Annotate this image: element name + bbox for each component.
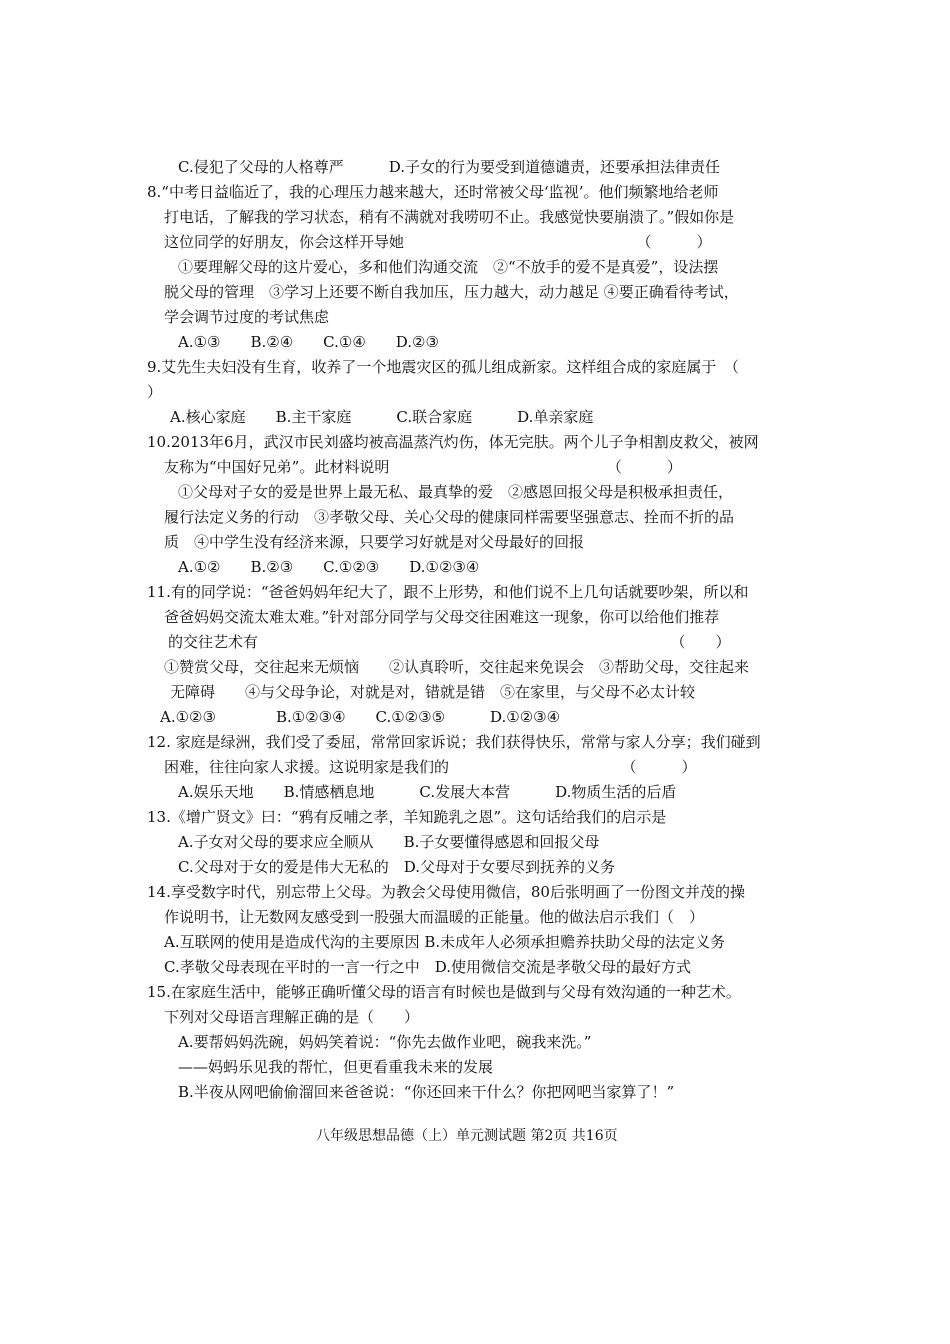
text-line: 11.有的同学说：“爸爸妈妈年纪大了，跟不上形势，和他们说不上几句话就要吵架，所以和 — [147, 583, 749, 601]
text-line: A.①② B.②③ C.①②③ D.①②③④ — [178, 558, 480, 576]
text-line: ——妈蚂乐见我的帮忙，但更看重我未来的发展 — [178, 1058, 494, 1076]
text-line: 质 ④中学生没有经济来源，只要学习好就是对父母最好的回报 — [164, 533, 585, 551]
text-line: C.侵犯了父母的人格尊严 D.子女的行为要受到道德谴责，还要承担法律责任 — [178, 158, 720, 176]
text-line: 友称为“中国好兄弟”。此材料说明 （ ） — [164, 458, 682, 476]
text-line: A.核心家庭 B.主干家庭 C.联合家庭 D.单亲家庭 — [170, 408, 594, 426]
text-line: 爸爸妈妈交流太难太难。”针对部分同学与父母交往困难这一现象，你可以给他们推荐 — [164, 608, 720, 626]
text-line: 9.艾先生夫妇没有生育，收养了一个地震灾区的孤儿组成新家。这样组合成的家庭属于 （ — [147, 358, 739, 376]
text-line: ①要理解父母的这片爱心，多和他们沟通交流 ②“不放手的爱不是真爱”，设法摆 — [178, 258, 719, 276]
text-line: 困难，往往向家人求援。这说明家是我们的 （ ） — [164, 758, 697, 776]
text-line: 的交往艺术有 （ ） — [168, 633, 731, 651]
text-line: 脱父母的管理 ③学习上还要不断自我加压，压力越大，动力越足 ④要正确看待考试， — [164, 283, 739, 301]
text-line: C.孝敬父母表现在平时的一言一行之中 D.使用微信交流是孝敬父母的最好方式 — [164, 958, 691, 976]
text-line: 10.2013年6月，武汉市民刘盛均被高温蒸汽灼伤，体无完肤。两个儿子争相割皮救父，被网 — [147, 433, 759, 451]
text-line: A.①③ B.②④ C.①④ D.②③ — [178, 333, 439, 351]
text-line: 13.《增广贤文》曰：“鸦有反哺之孝，羊知跪乳之恩”。这句话给我们的启示是 — [147, 808, 667, 826]
text-line: 下列对父母语言理解正确的是（ ） — [164, 1008, 420, 1026]
text-line: ①赞赏父母，交往起来无烦恼 ②认真聆听，交往起来免误会 ③帮助父母，交往起来 — [164, 658, 750, 676]
text-line: A.子女对父母的要求应全顺从 B.子女要懂得感恩和回报父母 — [178, 833, 600, 851]
text-line: C.父母对于女的爱是伟大无私的 D.父母对于女要尽到抚养的义务 — [178, 858, 615, 876]
text-line: 这位同学的好朋友，你会这样开导她 （ ） — [164, 233, 712, 251]
text-line: 12. 家庭是绿洲，我们受了委屈，常常回家诉说；我们获得快乐，常常与家人分享；我们碰到 — [147, 733, 761, 751]
text-line: 无障碍 ④与父母争论，对就是对，错就是错 ⑤在家里，与父母不必太计较 — [170, 683, 696, 701]
text-line: 打电话，了解我的学习状态，稍有不满就对我唠叨不止。我感觉快要崩溃了。”假如你是 — [164, 208, 735, 226]
text-line: ） — [147, 383, 163, 401]
text-line: A.互联网的使用是造成代沟的主要原因 B.未成年人必须承担赡养扶助父母的法定义务 — [164, 933, 726, 951]
text-line: 学会调节过度的考试焦虑 — [164, 308, 330, 326]
text-line: B.半夜从网吧偷偷溜回来爸爸说：“你还回来干什么？你把网吧当家算了！” — [178, 1083, 675, 1101]
text-line: 履行法定义务的行动 ③孝敬父母、关心父母的健康同样需要坚强意志、拴而不折的品 — [164, 508, 735, 526]
text-line: ①父母对子女的爱是世界上最无私、最真挚的爱 ②感恩回报父母是积极承担责任， — [178, 483, 734, 501]
text-line: A.娱乐天地 B.情感栖息地 C.发展大本营 D.物质生活的后盾 — [178, 783, 677, 801]
text-line: A.①②③ B.①②③④ C.①②③⑤ D.①②③④ — [160, 708, 561, 726]
page-footer: 八年级思想品德（上）单元测试题 第2页 共16页 — [316, 1128, 618, 1144]
text-line: A.要帮妈妈洗碗，妈妈笑着说：“你先去做作业吧，碗我来洗。” — [178, 1033, 592, 1051]
text-line: 8.“中考日益临近了，我的心理压力越来越大，还时常被父母‘监视’。他们频繁地给老师 — [147, 183, 719, 201]
text-line: 14.享受数字时代，别忘带上父母。为教会父母使用微信，80后张明画了一份图文并茂的操 — [147, 883, 745, 901]
text-line: 15.在家庭生活中，能够正确听懂父母的语言有时候也是做到与父母有效沟通的一种艺术。 — [147, 983, 741, 1001]
text-line: 作说明书，让无数网友感受到一股强大而温暖的正能量。他的做法启示我们（ ） — [164, 908, 705, 926]
